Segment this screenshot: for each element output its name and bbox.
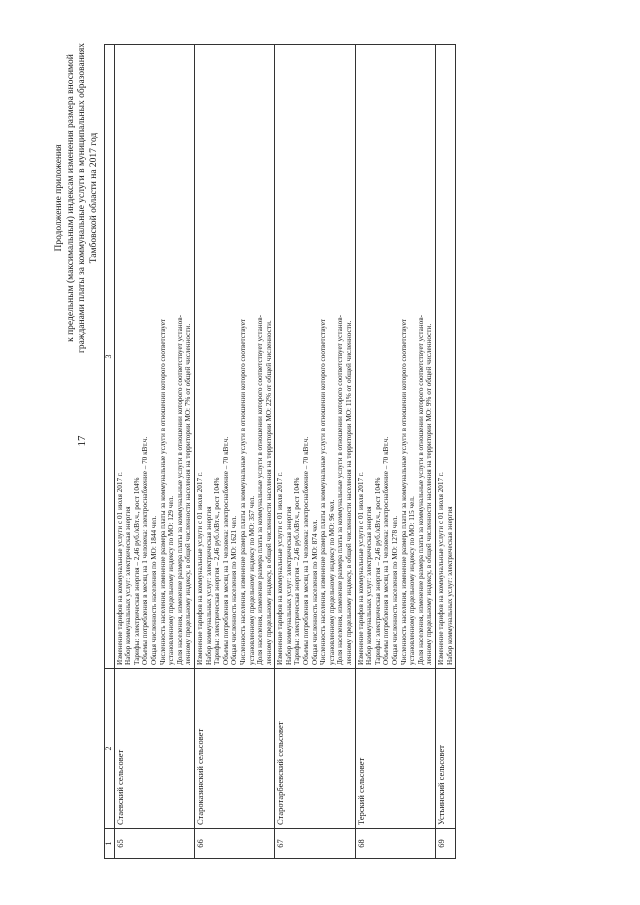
description-line: установленному предельному индексу по МО: 357 чел. [247,495,256,665]
description-line: Численность населения, изменение размера платы за коммунальные услуги в отношении которого соответствует [238,318,247,665]
indices-table [104,44,456,859]
row-number: 66 [194,829,274,859]
table-row [194,45,274,859]
description-line: Тарифы: электрическая энергия – 2,46 руб./кВт.ч., рост 104% [132,477,141,665]
row-number: 67 [275,829,355,859]
description-line: Численность населения, изменение размера платы за коммунальные услуги в отношении которого соответствует [319,318,328,665]
rotated-page-content [40,37,600,867]
heading-line: Тамбовской области на 2017 год [88,132,99,264]
description-line: Общая численность населения по МО: 1844 чел. [149,515,158,665]
municipality-name: Старотарбеевский сельсовет [275,669,355,829]
tariff-description [114,45,194,669]
description-line: установленному предельному индексу по МО: 115 чел. [408,496,417,665]
description-line: Объемы потребления в месяц на 1 человека: электроснабжение – 70 кВт.ч. [141,436,150,665]
description-line: Тарифы: электрическая энергия – 2,46 руб./кВт.ч., рост 104% [213,477,222,665]
description-line: ленному предельному индексу, в общей численности населения на территории МО: 22% от общей численности. [264,320,273,665]
description-line: Изменение тарифов на коммунальные услуги с 01 июля 2017 г. [356,472,365,665]
tariff-description [275,45,355,669]
description-line: Доля населения, изменение размера платы за коммунальные услуги в отношении которого соответствует установ- [256,314,265,665]
municipality-name: Староказинский сельсовет [194,669,274,829]
column-header: 2 [105,669,115,829]
description-line: Численность населения, изменение размера платы за коммунальные услуги в отношении которого соответствует [158,318,167,665]
description-line: Тарифы: электрическая энергия – 2,46 руб./кВт.ч., рост 104% [373,477,382,665]
description-line: Набор коммунальных услуг: электрическая энергия [445,506,454,665]
description-line: ленному предельному индексу, в общей численности населения на территории МО: 11% от общей численности. [345,320,354,665]
tariff-description [355,45,435,669]
description-line: Тарифы: электрическая энергия – 2,46 руб./кВт.ч., рост 104% [293,477,302,665]
page-number: 17 [76,435,88,447]
appendix-heading [54,43,100,353]
table-row [355,45,435,859]
description-line: Изменение тарифов на коммунальные услуги с 01 июля 2017 г. [115,472,124,665]
tariff-description [194,45,274,669]
description-line: Набор коммунальных услуг: электрическая энергия [284,506,293,665]
description-line: Набор коммунальных услуг: электрическая энергия [204,506,213,665]
description-line: Доля населения, изменение размера платы за коммунальные услуги в отношении которого соответствует установ- [416,314,425,665]
tariff-description [435,45,455,669]
description-line: Общая численность населения по МО: 1621 чел. [230,515,239,665]
column-header: 3 [105,45,115,669]
row-number: 69 [435,829,455,859]
description-line: Доля населения, изменение размера платы за коммунальные услуги в отношении которого соответствует установ- [336,314,345,665]
description-line: установленному предельному индексу по МО: 96 чел. [327,499,336,665]
description-line: Доля населения, изменение размера платы за коммунальные услуги в отношении которого соответствует установ- [175,314,184,665]
description-line: Изменение тарифов на коммунальные услуги с 01 июля 2017 г. [276,472,285,665]
municipality-name: Стаевский сельсовет [114,669,194,829]
description-line: Изменение тарифов на коммунальные услуги с 01 июля 2017 г. [436,472,445,665]
heading-line: к предельным (максимальным) индексам изменения размера вносимой [65,54,76,342]
description-line: ленному предельному индексу, в общей численности населения на территории МО: 7% от общей численности. [184,323,193,665]
description-line: Изменение тарифов на коммунальные услуги с 01 июля 2017 г. [195,472,204,665]
description-line: Набор коммунальных услуг: электрическая энергия [365,506,374,665]
description-line: установленному предельному индексу по МО: 129 чел. [167,495,176,665]
description-line: Общая численность населения по МО: 1278 чел. [391,515,399,665]
description-line: ленному предельному индексу, в общей численности населения на территории МО: 9% от общей численности. [425,323,434,665]
column-header: 1 [105,829,115,859]
row-number: 65 [114,829,194,859]
description-line: Объемы потребления в месяц на 1 человека: электроснабжение – 70 кВт.ч. [382,436,391,665]
table-row [114,45,194,859]
description-line: Объемы потребления в месяц на 1 человека: электроснабжение – 70 кВт.ч. [302,436,311,665]
description-line: Набор коммунальных услуг: электрическая энергия [124,506,133,665]
table-row [275,45,355,859]
description-line: Объемы потребления в месяц на 1 человека: электроснабжение – 70 кВт.ч. [221,436,230,665]
municipality-name: Терский сельсовет [355,669,435,829]
table-body [114,45,456,859]
description-line: Численность населения, изменение размера платы за коммунальные услуги в отношении которого соответствует [399,318,408,665]
heading-line: гражданами платы за коммунальные услуги в муниципальных образованиях [77,43,87,353]
row-number: 68 [355,829,435,859]
table-row [435,45,455,859]
heading-line: Продолжение приложения [54,144,64,252]
description-line: Общая численность населения по МО: 874 чел. [310,519,319,665]
municipality-name: Устьинский сельсовет [435,669,455,829]
table-header-row [105,45,115,859]
